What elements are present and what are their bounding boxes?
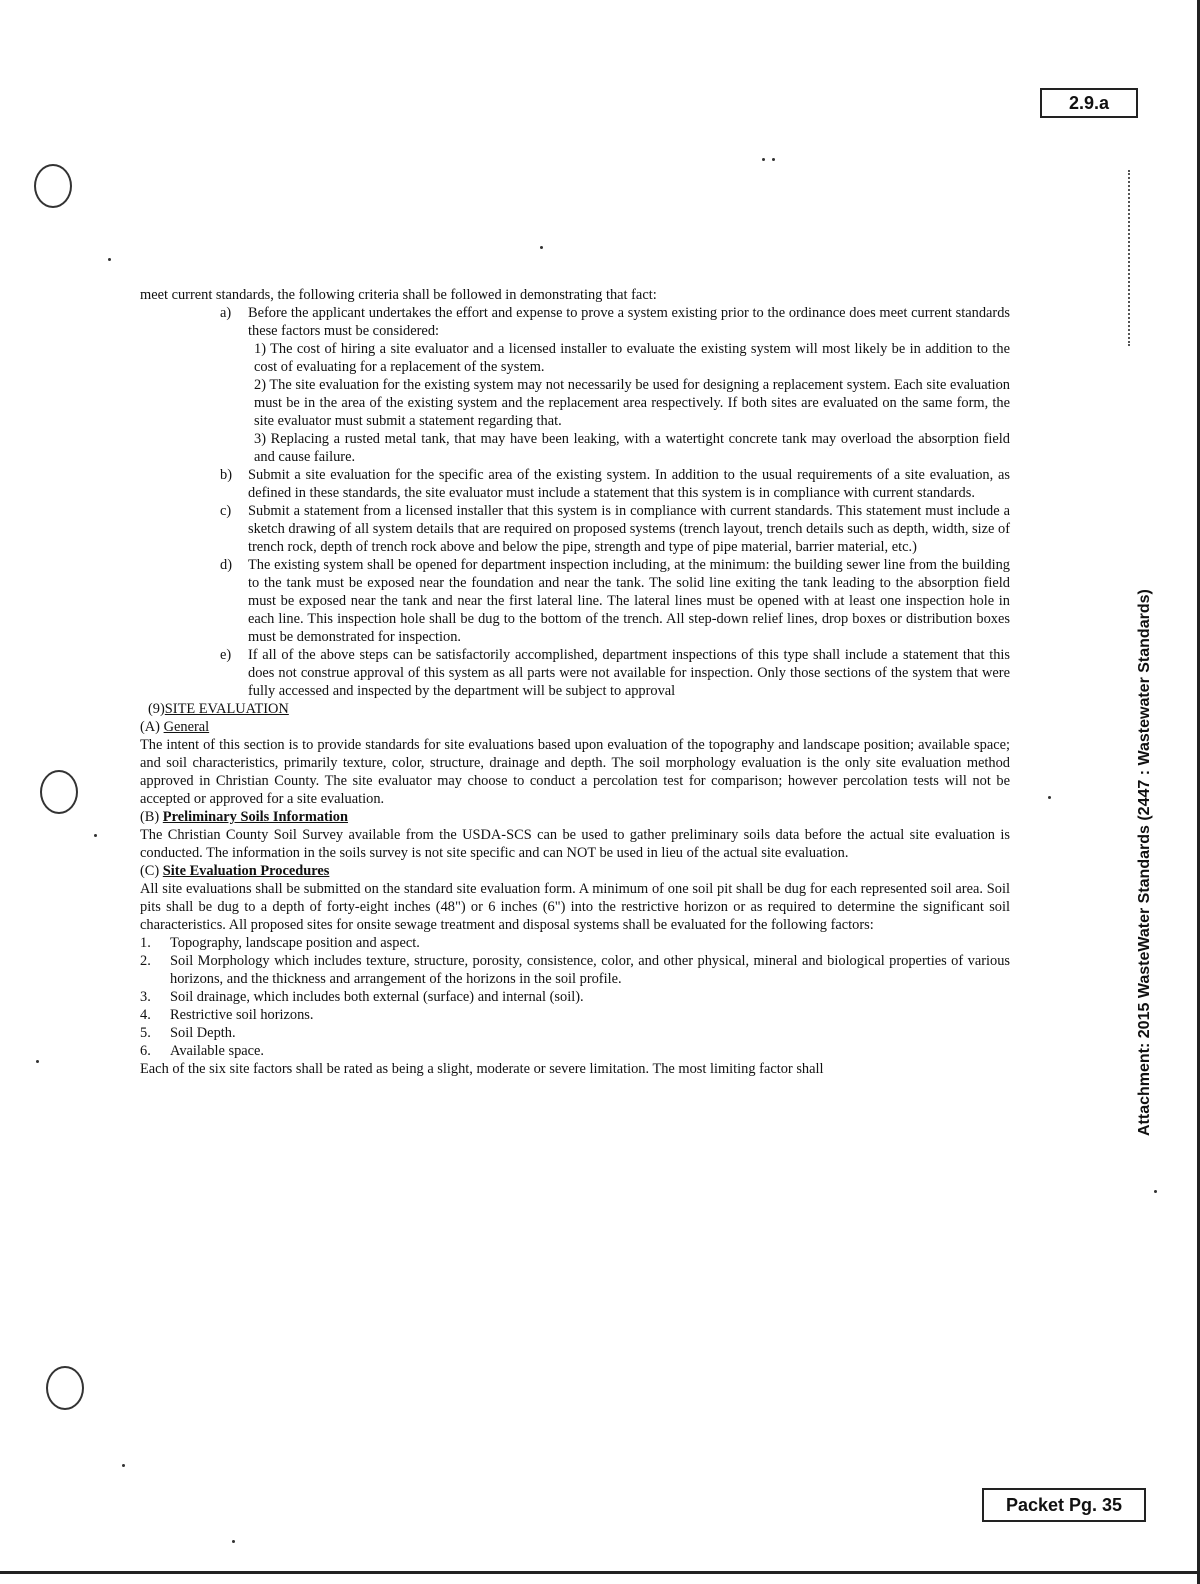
subsection-heading bbox=[140, 862, 1010, 880]
subsection-heading bbox=[140, 808, 1010, 826]
list-marker: 2. bbox=[140, 953, 151, 969]
list-text: Soil Morphology which includes texture, structure, porosity, consistence, color, and other physical, mineral and biological properties of various horizons, and the thickness and arrangement of the horizons in the soil profile. bbox=[170, 953, 1010, 987]
subsection-label: (A) bbox=[140, 719, 160, 735]
subsection-text: The Christian County Soil Survey available from the USDA-SCS can be used to gather preliminary soils data before the actual site evaluation is conducted. The information in the soils survey is not site specific and can NOT be used in lieu of the actual site evaluation. bbox=[140, 827, 1010, 861]
criteria-sub-3: 3) Replacing a rusted metal tank, that may have been leaking, with a watertight concrete tank may overload the absorption field and cause failure. bbox=[254, 431, 1010, 465]
scan-speck bbox=[540, 246, 543, 249]
closing-text: Each of the six site factors shall be rated as being a slight, moderate or severe limitation. The most limiting factor shall bbox=[140, 1061, 824, 1077]
list-marker: 3. bbox=[140, 989, 151, 1005]
subsection-text: The intent of this section is to provide standards for site evaluations based upon evaluation of the topography and landscape position; available space; and soil characteristics, primarily texture, color, structure, drainage and depth. The soil morphology evaluation is the only site evaluation method approved in Christian County. The site evaluator may choose to conduct a percolation test for comparison; however percolation tests will not be accepted or approved for a site evaluation. bbox=[140, 737, 1010, 807]
scan-speck bbox=[1154, 1190, 1157, 1193]
document-body bbox=[140, 286, 1010, 1078]
subsection-title: Site Evaluation Procedures bbox=[162, 863, 330, 879]
subsection-title: General bbox=[163, 719, 210, 735]
scan-dash-marks bbox=[1128, 170, 1130, 346]
criteria-sub-1: 1) The cost of hiring a site evaluator and a licensed installer to evaluate the existing system will most likely be in addition to the cost of evaluating for a replacement of the system. bbox=[254, 341, 1010, 375]
criteria-sub-2: 2) The site evaluation for the existing system may not necessarily be used for designing a replacement system. Each site evaluation must be in the area of the existing system and the replacement area respectively. If both sites are evaluated on the same form, the site evaluator must submit a statement regarding that. bbox=[254, 377, 1010, 429]
list-marker: 5. bbox=[140, 1025, 151, 1041]
list-text: Restrictive soil horizons. bbox=[170, 1007, 314, 1023]
subsection-label: (B) bbox=[140, 809, 160, 825]
list-text: Available space. bbox=[170, 1043, 265, 1059]
criteria-list bbox=[140, 304, 1010, 700]
packet-page-label: Packet Pg. 35 bbox=[982, 1488, 1146, 1522]
scan-speck bbox=[762, 158, 765, 161]
list-text: Soil Depth. bbox=[170, 1025, 236, 1041]
scan-speck bbox=[772, 158, 775, 161]
list-marker: 1. bbox=[140, 935, 151, 951]
criteria-item-e bbox=[140, 646, 1010, 700]
subsection-label: (C) bbox=[140, 863, 160, 879]
criteria-marker: c) bbox=[220, 503, 232, 519]
criteria-item-a bbox=[140, 304, 1010, 466]
list-text: Topography, landscape position and aspect. bbox=[170, 935, 420, 951]
subsection-heading bbox=[140, 718, 1010, 736]
section-number: (9) bbox=[148, 701, 165, 717]
criteria-text: If all of the above steps can be satisfactorily accomplished, department inspections of this type shall include a statement that this does not construe approval of this system as all parts were not available for inspection. Only those sections of the system that were fully accessed and inspected by the department will be subject to approval bbox=[248, 647, 1010, 699]
subsection-procedures bbox=[140, 862, 1010, 1078]
criteria-text: Submit a statement from a licensed installer that this system is in compliance with current standards. This statement must include a sketch drawing of all system details that are required on proposed systems (trench layout, trench details such as depth, width, size of trench rock, depth of trench rock above and below the pipe, strength and type of pipe material, barrier material, etc.) bbox=[248, 503, 1010, 555]
list-item bbox=[140, 1006, 1010, 1024]
punch-hole-bottom bbox=[46, 1366, 84, 1410]
intro-paragraph: meet current standards, the following criteria shall be followed in demonstrating that fact: bbox=[140, 287, 657, 303]
subsection-preliminary bbox=[140, 808, 1010, 862]
criteria-marker: b) bbox=[220, 467, 232, 483]
subsection-general bbox=[140, 718, 1010, 808]
attachment-side-text: Attachment: 2015 WasteWater Standards (2447 : Wastewater Standards) bbox=[1136, 589, 1153, 1136]
criteria-item-d bbox=[140, 556, 1010, 646]
list-item bbox=[140, 1024, 1010, 1042]
criteria-text: Before the applicant undertakes the effort and expense to prove a system existing prior to the ordinance does meet current standards these factors must be considered: bbox=[248, 305, 1010, 339]
section-heading bbox=[148, 700, 1010, 718]
scan-speck bbox=[108, 258, 111, 261]
punch-hole-middle bbox=[40, 770, 78, 814]
list-item bbox=[140, 952, 1010, 988]
list-marker: 6. bbox=[140, 1043, 151, 1059]
list-item bbox=[140, 1042, 1010, 1060]
subsection-text: All site evaluations shall be submitted on the standard site evaluation form. A minimum of one soil pit shall be dug for each represented soil area. Soil pits shall be dug to a depth of forty-eight inches (48") or 6 inches (6") into the restrictive horizon or as required to determine the significant soil characteristics. All proposed sites for onsite sewage treatment and disposal systems shall be evaluated for the following factors: bbox=[140, 881, 1010, 933]
criteria-item-b bbox=[140, 466, 1010, 502]
criteria-marker: d) bbox=[220, 557, 232, 573]
scan-speck bbox=[122, 1464, 125, 1467]
scan-speck bbox=[232, 1540, 235, 1543]
list-item bbox=[140, 988, 1010, 1006]
list-item bbox=[140, 934, 1010, 952]
scan-speck bbox=[36, 1060, 39, 1063]
criteria-item-c bbox=[140, 502, 1010, 556]
scan-speck bbox=[94, 834, 97, 837]
list-text: Soil drainage, which includes both external (surface) and internal (soil). bbox=[170, 989, 584, 1005]
criteria-text: Submit a site evaluation for the specific area of the existing system. In addition to the usual requirements of a site evaluation, as defined in these standards, the site evaluator must include a statement that this system is in compliance with current standards. bbox=[248, 467, 1010, 501]
page-label: 2.9.a bbox=[1040, 88, 1138, 118]
section-title: SITE EVALUATION bbox=[164, 701, 289, 717]
criteria-marker: a) bbox=[220, 305, 232, 321]
criteria-text: The existing system shall be opened for department inspection including, at the minimum: the building sewer line from the building to the tank must be exposed near the foundation and near the tank. The solid line exiting the tank leading to the absorption field must be exposed near the tank and near the first lateral line. The lateral lines must be opened with at least one inspection hole in each line. This inspection hole shall be dug to the bottom of the trench. All step-down relief lines, drop boxes or distribution boxes must be demonstrated for inspection. bbox=[248, 557, 1010, 645]
scan-edge-bottom bbox=[0, 1571, 1200, 1574]
criteria-marker: e) bbox=[220, 647, 232, 663]
punch-hole-top bbox=[34, 164, 72, 208]
scan-speck bbox=[1048, 796, 1051, 799]
list-marker: 4. bbox=[140, 1007, 151, 1023]
subsection-title: Preliminary Soils Information bbox=[162, 809, 349, 825]
site-factor-list bbox=[140, 934, 1010, 1060]
